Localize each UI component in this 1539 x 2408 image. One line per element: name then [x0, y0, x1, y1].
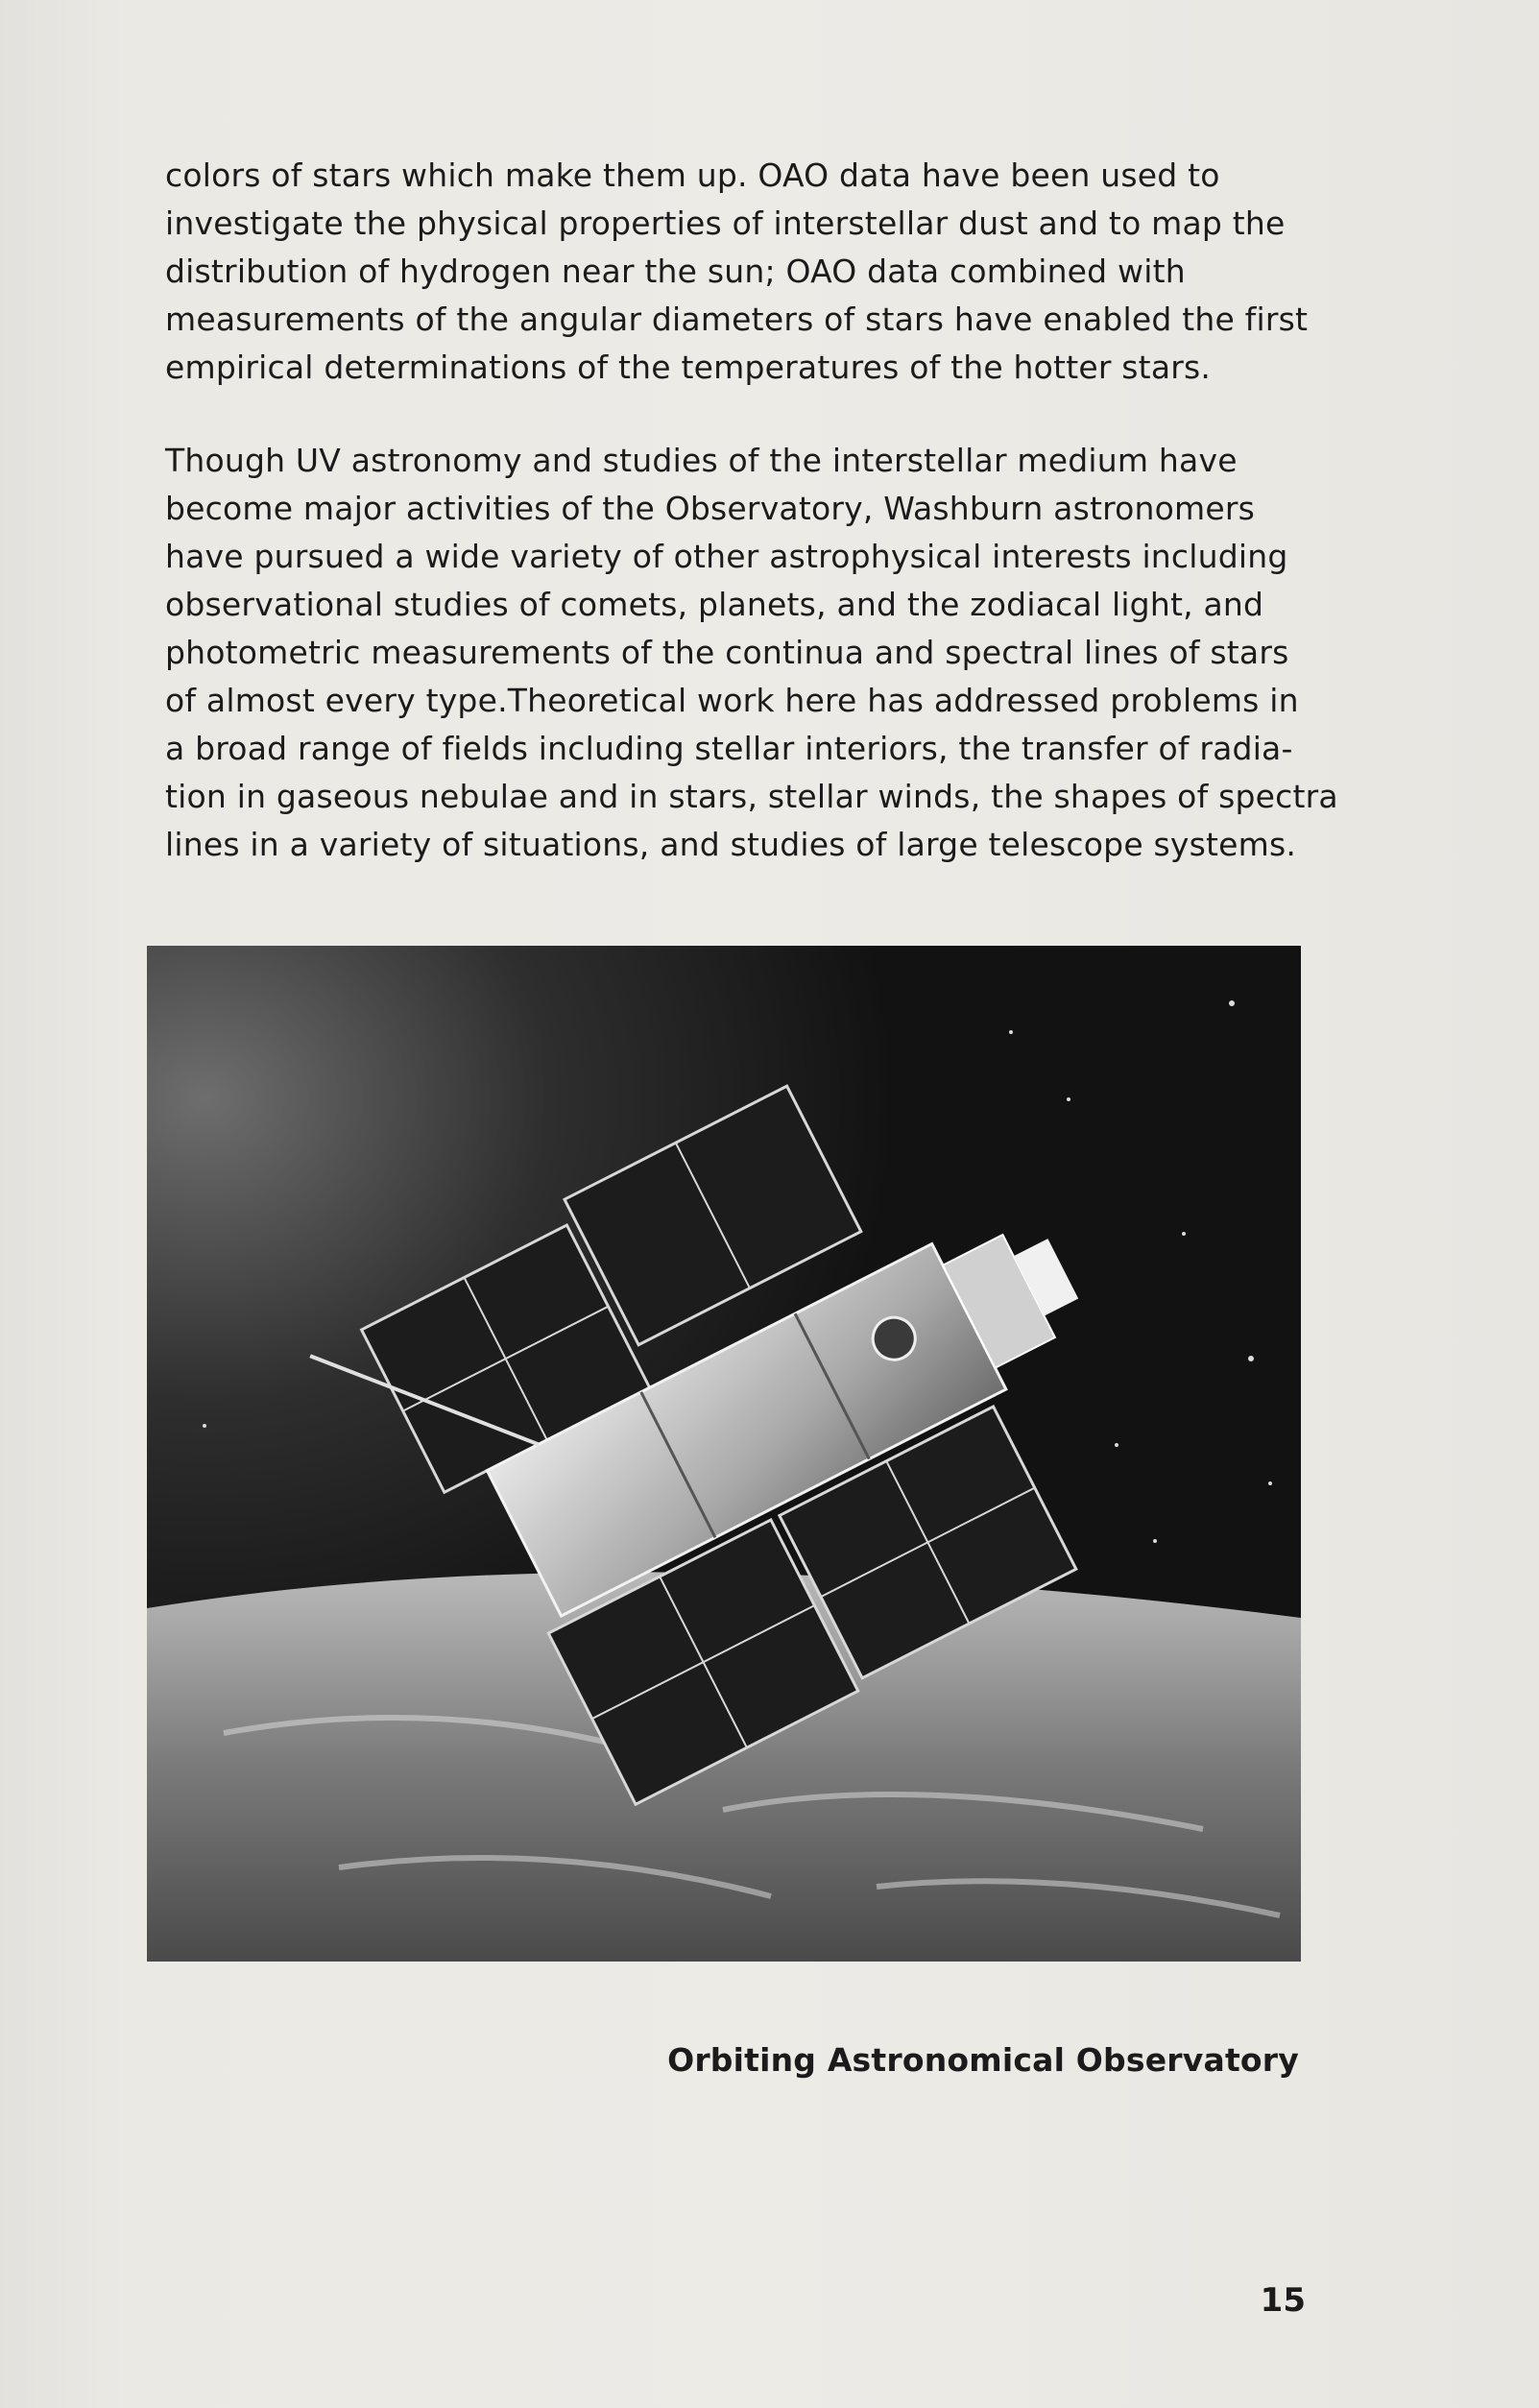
- text-line: lines in a variety of situations, and studies of large telescope systems.: [165, 826, 1297, 863]
- text-line: Though UV astronomy and studies of the interstellar medium have: [165, 442, 1238, 479]
- text-line: measurements of the angular diameters of stars have enabled the first: [165, 301, 1309, 338]
- text-line: have pursued a wide variety of other astrophysical interests including: [165, 538, 1288, 575]
- paragraph-research-interests: [165, 437, 1338, 869]
- satellite-photo: [147, 946, 1301, 1962]
- text-line: of almost every type.Theoretical work here has addressed problems in: [165, 682, 1299, 719]
- text-line: tion in gaseous nebulae and in stars, stellar winds, the shapes of spectra: [165, 778, 1338, 815]
- text-line: empirical determinations of the temperatures of the hotter stars.: [165, 349, 1212, 386]
- text-line: colors of stars which make them up. OAO data have been used to: [165, 157, 1220, 194]
- text-line: a broad range of fields including stellar interiors, the transfer of radia-: [165, 730, 1293, 767]
- paragraph-oao-data: [165, 152, 1317, 392]
- text-line: distribution of hydrogen near the sun; OAO data combined with: [165, 253, 1186, 290]
- text-line: investigate the physical properties of interstellar dust and to map the: [165, 205, 1286, 242]
- text-line: become major activities of the Observatory, Washburn astronomers: [165, 490, 1256, 527]
- text-line: photometric measurements of the continua and spectral lines of stars: [165, 634, 1289, 671]
- figure-caption: Orbiting Astronomical Observatory: [667, 2041, 1299, 2079]
- text-line: observational studies of comets, planets, and the zodiacal light, and: [165, 586, 1264, 623]
- page-number: 15: [1260, 2281, 1306, 2320]
